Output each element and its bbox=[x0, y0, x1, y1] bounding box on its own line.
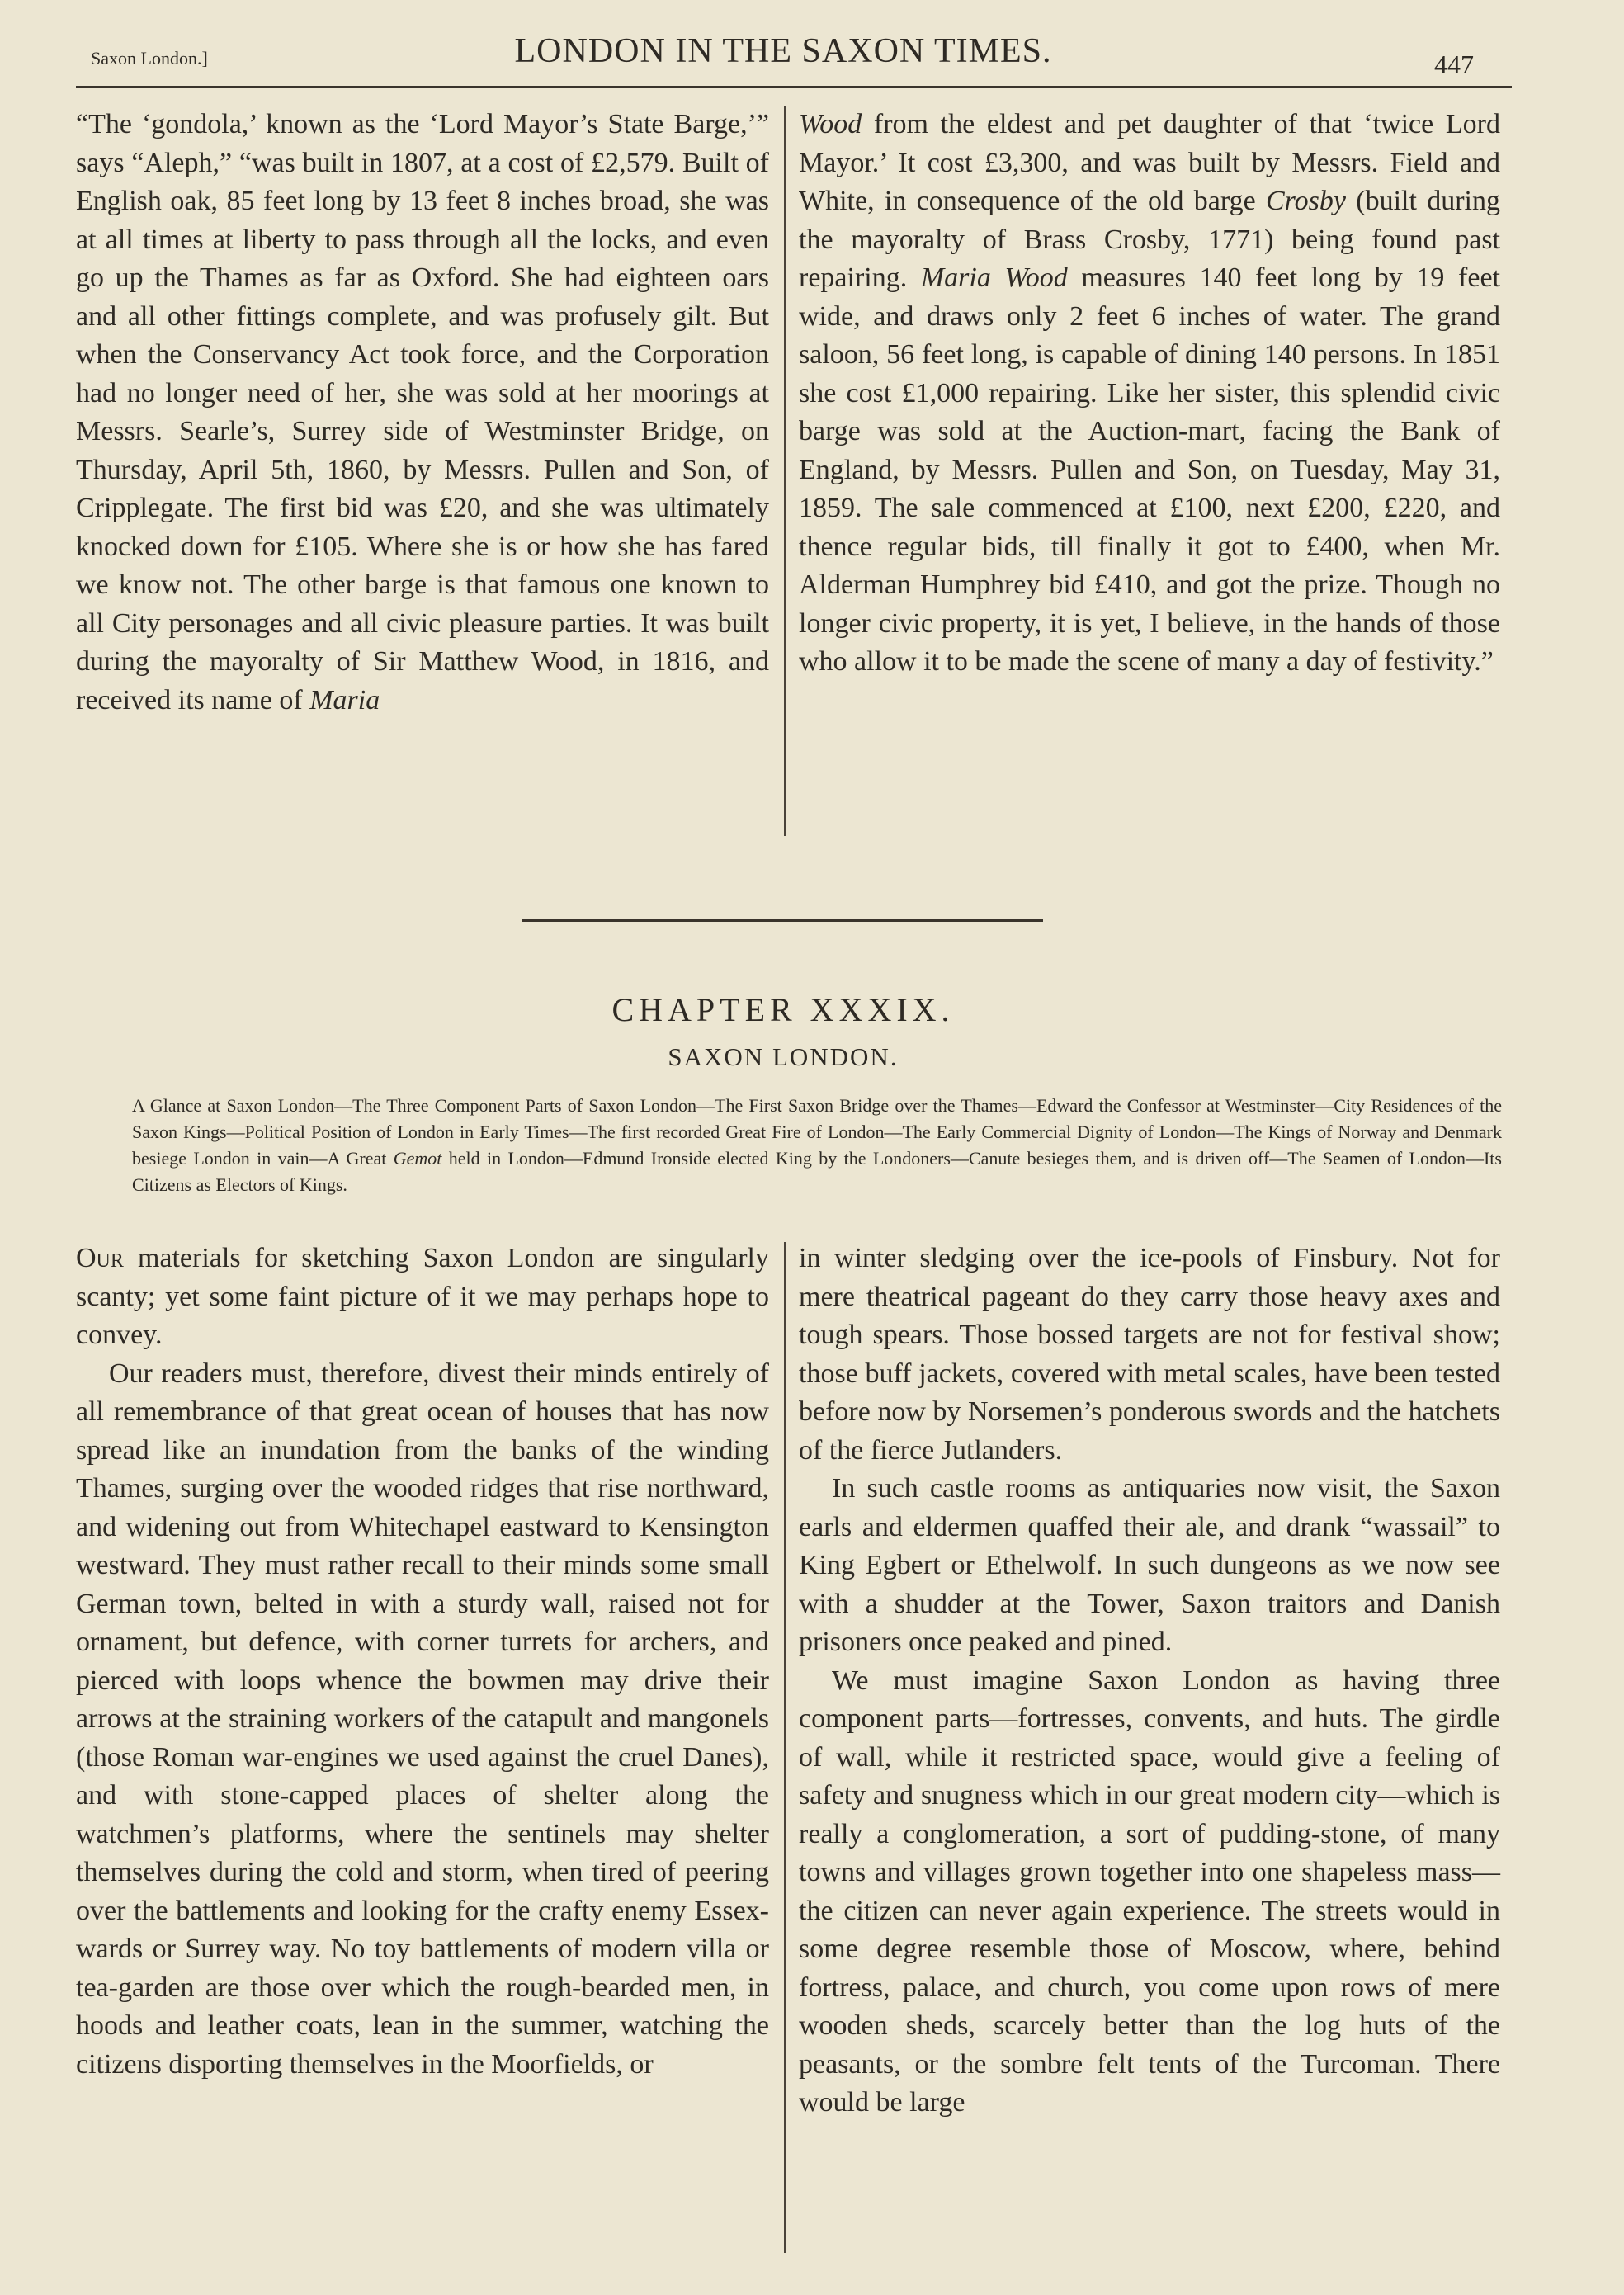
bottom-right-column bbox=[799, 1240, 1500, 2123]
smallcaps-opening: Our bbox=[76, 1243, 124, 1273]
italic-wood: Wood bbox=[799, 109, 862, 139]
chapter-paragraph-4: We must imagine Saxon London as having three component parts—fortresses, convents, and huts. The girdle of wall, while it restricted space, would give a feeling of safety and snugness which in our great modern city—which is really a conglomeration, a sort of pudding-stone, of many towns and villages grown together into one shapeless mass—the citizen can never again experience. The streets would in some degree resemble those of Moscow, where, behind fortress, palace, and church, you come upon rows of mere wooden sheds, scarcely better than the log huts of the peasants, or the sombre felt tents of the Turcoman. There would be large bbox=[799, 1665, 1500, 2118]
italic-maria-wood: Maria Wood bbox=[920, 262, 1068, 293]
top-left-column bbox=[76, 106, 769, 720]
barge-paragraph-start: “The ‘gondola,’ known as the ‘Lord Mayor’s State Barge,’” says “Aleph,” “was built in 1807, at a cost of £2,579. Built of English oak, 85 feet long by 13 feet 8 inches broad, she was at all times at liberty to pass through all the locks, and even go up the Thames as far as Oxford. She had eighteen oars and all other fittings complete, and was profusely gilt. But when the Conservancy Act took force, and the Corporation had no longer need of her, she was sold at her moorings at Messrs. Searle’s, Surrey side of Westminster Bridge, on Thursday, April 5th, 1860, by Messrs. Pullen and Son, of Cripplegate. The first bid was £20, and she was ultimately knocked down for £105. Where she is or how she has fared we know not. The other barge is that famous one known to all City personages and all civic pleasure parties. It was built during the mayoralty of Sir Matthew Wood, in 1816, and received its name of Maria bbox=[76, 109, 769, 715]
header-rule bbox=[76, 86, 1512, 88]
page-number: 447 bbox=[1434, 50, 1474, 79]
bottom-left-column bbox=[76, 1240, 769, 2084]
chapter-subtitle: SAXON LONDON. bbox=[668, 1042, 899, 1071]
chapter-paragraph-1: Our materials for sketching Saxon London are singularly scanty; yet some faint picture of it we may perhaps hope to convey. bbox=[76, 1243, 769, 1350]
column-divider-bottom bbox=[784, 1242, 786, 2253]
italic-maria: Maria bbox=[309, 684, 380, 715]
chapter-paragraph-3: In such castle rooms as antiquaries now visit, the Saxon earls and eldermen quaffed their ale, and drank “wassail” to King Egbert or Ethelwolf. In such dungeons as we now see with a shudder at the Tower, Saxon traitors and Danish prisoners once peaked and pined. bbox=[799, 1473, 1500, 1657]
section-separator-rule bbox=[522, 919, 1043, 922]
column-divider-top bbox=[784, 106, 786, 836]
chapter-paragraph-2-cont: in winter sledging over the ice-pools of Finsbury. Not for mere theatrical pageant do they carry those heavy axes and tough spears. Those bossed targets are not for festival show; those buff jackets, covered with metal scales, have been tested before now by Norsemen’s ponderous swords and the hatchets of the fierce Jutlanders. bbox=[799, 1243, 1500, 1466]
top-right-column bbox=[799, 106, 1500, 682]
barge-paragraph-end: Wood from the eldest and pet daughter of that ‘twice Lord Mayor.’ It cost £3,300, and was built by Messrs. Field and White, in consequence of the old barge Crosby (built during the mayoralty of Brass Crosby, 1771) being found past repairing. Maria Wood measures 140 feet long by 19 feet wide, and draws only 2 feet 6 inches of water. The grand saloon, 56 feet long, is capable of dining 140 persons. In 1851 she cost £1,000 repairing. Like her sister, this splendid civic barge was sold at the Auction-mart, facing the Bank of England, by Messrs. Pullen and Son, on Tuesday, May 31, 1859. The sale commenced at £100, next £200, £220, and thence regular bids, till finally it got to £400, when Mr. Alderman Humphrey bid £410, and got the prize. Though no longer civic property, it is yet, I believe, in the hands of those who allow it to be made the scene of many a day of festivity.” bbox=[799, 109, 1501, 677]
chapter-paragraph-2: Our readers must, therefore, divest their minds entirely of all remembrance of that great ocean of houses that has now spread like an inundation from the banks of the winding Thames, surging over the wooded ridges that rise northward, and widening out from Whitechapel eastward to Kensington westward. They must rather recall to their minds some small German town, belted in with a sturdy wall, raised not for ornament, but defence, with corner turrets for archers, and pierced with loops whence the bowmen may drive their arrows at the straining workers of the catapult and mangonels (those Roman war-engines we used against the cruel Danes), and with stone-capped places of shelter along the watchmen’s platforms, where the sentinels may shelter themselves during the cold and storm, when tired of peering over the battlements and looking for the crafty enemy Essex-wards or Surrey way. No toy battlements of modern villa or tea-garden are those over which the rough-bearded men, in hoods and leather coats, lean in the summer, watching the citizens disporting themselves in the Moorfields, or bbox=[76, 1358, 769, 2080]
running-head-section: Saxon London.] bbox=[91, 48, 208, 68]
chapter-synopsis: A Glance at Saxon London—The Three Component Parts of Saxon London—The First Saxon Bridge over the Thames—Edward the Confessor at Westminster—City Residences of the Saxon Kings—Political Position of London in Early Times—The first recorded Great Fire of London—The Early Commercial Dignity of London—The Kings of Norway and Denmark besiege London in vain—A Great Gemot held in London—Edmund Ironside elected King by the Londoners—Canute besieges them, and is driven off—The Seamen of London—Its Citizens as Electors of Kings. bbox=[132, 1095, 1502, 1195]
italic-gemot: Gemot bbox=[393, 1148, 442, 1169]
italic-crosby: Crosby bbox=[1265, 186, 1346, 216]
chapter-title: CHAPTER XXXIX. bbox=[611, 991, 955, 1028]
running-head-title: LONDON IN THE SAXON TIMES. bbox=[514, 32, 1052, 70]
